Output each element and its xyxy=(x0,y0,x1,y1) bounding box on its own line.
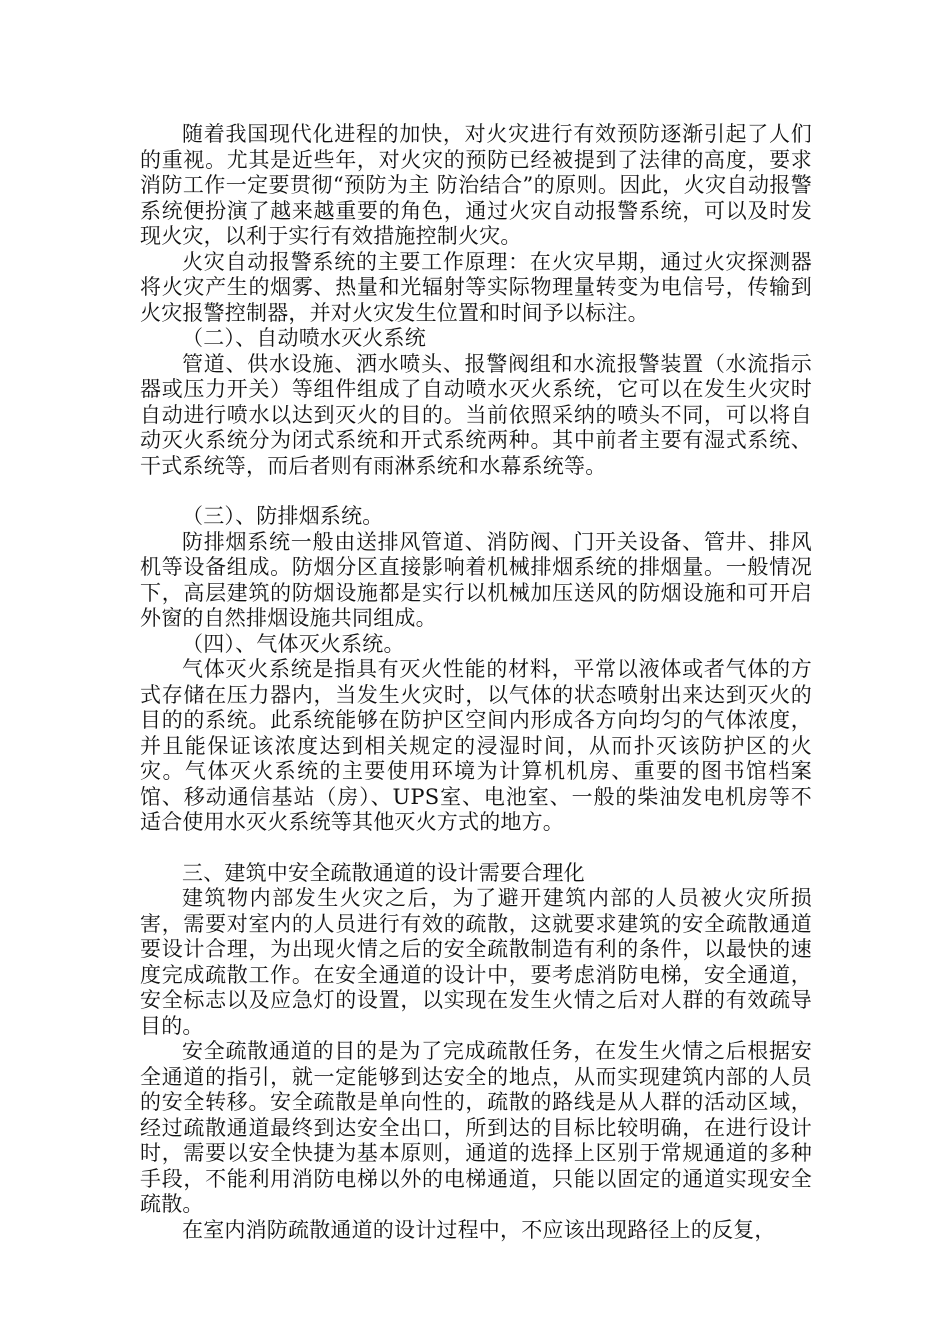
paragraph-evacuation-purpose: 安全疏散通道的目的是为了完成疏散任务，在发生火情之后根据安全通道的指引，就一定能够到达安全的地点，从而实现建筑内部的人员的安全转移。安全疏散是单向性的，疏散的路线是从人群的活动区域，经过疏散通道最终到达安全出口，所到达的目标比较明确，在进行设计时，需要以安全快捷为基本原则，通道的选择上区别于常规通道的多种手段，不能利用消防电梯以外的电梯通道，只能以固定的通道实现安全疏散。 xyxy=(140,1039,812,1216)
section-heading-evacuation: 三、建筑中安全疏散通道的设计需要合理化 xyxy=(182,860,585,885)
document-body xyxy=(140,122,812,1243)
paragraph-smoke-control: 防排烟系统一般由送排风管道、消防阀、门开关设备、管井、排风机等设备组成。防烟分区直接影响着机械排烟系统的排烟量。一般情况下，高层建筑的防烟设施都是实行以机械加压送风的防烟设施和可开启外窗的自然排烟设施共同组成。 xyxy=(140,529,812,630)
section-heading-smoke-control: （三）、防排烟系统。 xyxy=(182,504,384,528)
paragraph-gas-extinguishing: 气体灭火系统是指具有灭火性能的材料，平常以液体或者气体的方式存储在压力器内，当发生火灾时，以气体的状态喷射出来达到灭火的目的的系统。此系统能够在防护区空间内形成各方向均匀的气体浓度，并且能保证该浓度达到相关规定的浸湿时间，从而扑灭该防护区的火灾。气体灭火系统的主要使用环境为计算机机房、重要的图书馆档案馆、移动通信基站（房）、UPS室、电池室、一般的柴油发电机房等不适合使用水灭火系统等其他灭火方式的地方。 xyxy=(140,657,812,834)
section-heading-gas-extinguishing: （四）、气体灭火系统。 xyxy=(182,631,405,656)
paragraph-evacuation-design: 建筑物内部发生火灾之后，为了避开建筑内部的人员被火灾所损害，需要对室内的人员进行有效的疏散，这就要求建筑的安全疏散通道要设计合理，为出现火情之后的安全疏散制造有利的条件，以最快的速度完成疏散工作。在安全通道的设计中，要考虑消防电梯，安全通道，安全标志以及应急灯的设置，以实现在发生火情之后对人群的有效疏导目的。 xyxy=(140,886,812,1038)
paragraph-sprinkler: 管道、供水设施、洒水喷头、报警阀组和水流报警装置（水流指示器或压力开关）等组件组成了自动喷水灭火系统，它可以在发生火灾时自动进行喷水以达到灭火的目的。当前依照采纳的喷头不同，可以将自动灭火系统分为闭式系统和开式系统两种。其中前者主要有湿式系统、干式系统等，而后者则有雨淋系统和水幕系统等。 xyxy=(140,351,812,478)
section-heading-sprinkler: （二）、自动喷水灭火系统 xyxy=(182,326,426,350)
paragraph-evacuation-path: 在室内消防疏散通道的设计过程中，不应该出现路径上的反复， xyxy=(182,1217,776,1242)
paragraph-intro: 随着我国现代化进程的加快，对火灾进行有效预防逐渐引起了人们的重视。尤其是近些年，对火灾的预防已经被提到了法律的高度，要求消防工作一定要贯彻“预防为主 防治结合”的原则。因此，火灾自动报警系统便扮演了越来越重要的角色，通过火灾自动报警系统，可以及时发现火灾，以利于实行有效措施控制火灾。 xyxy=(140,122,812,248)
paragraph-alarm-principle: 火灾自动报警系统的主要工作原理：在火灾早期，通过火灾探测器将火灾产生的烟雾、热量和光辐射等实际物理量转变为电信号，传输到火灾报警控制器，并对火灾发生位置和时间予以标注。 xyxy=(140,249,812,325)
